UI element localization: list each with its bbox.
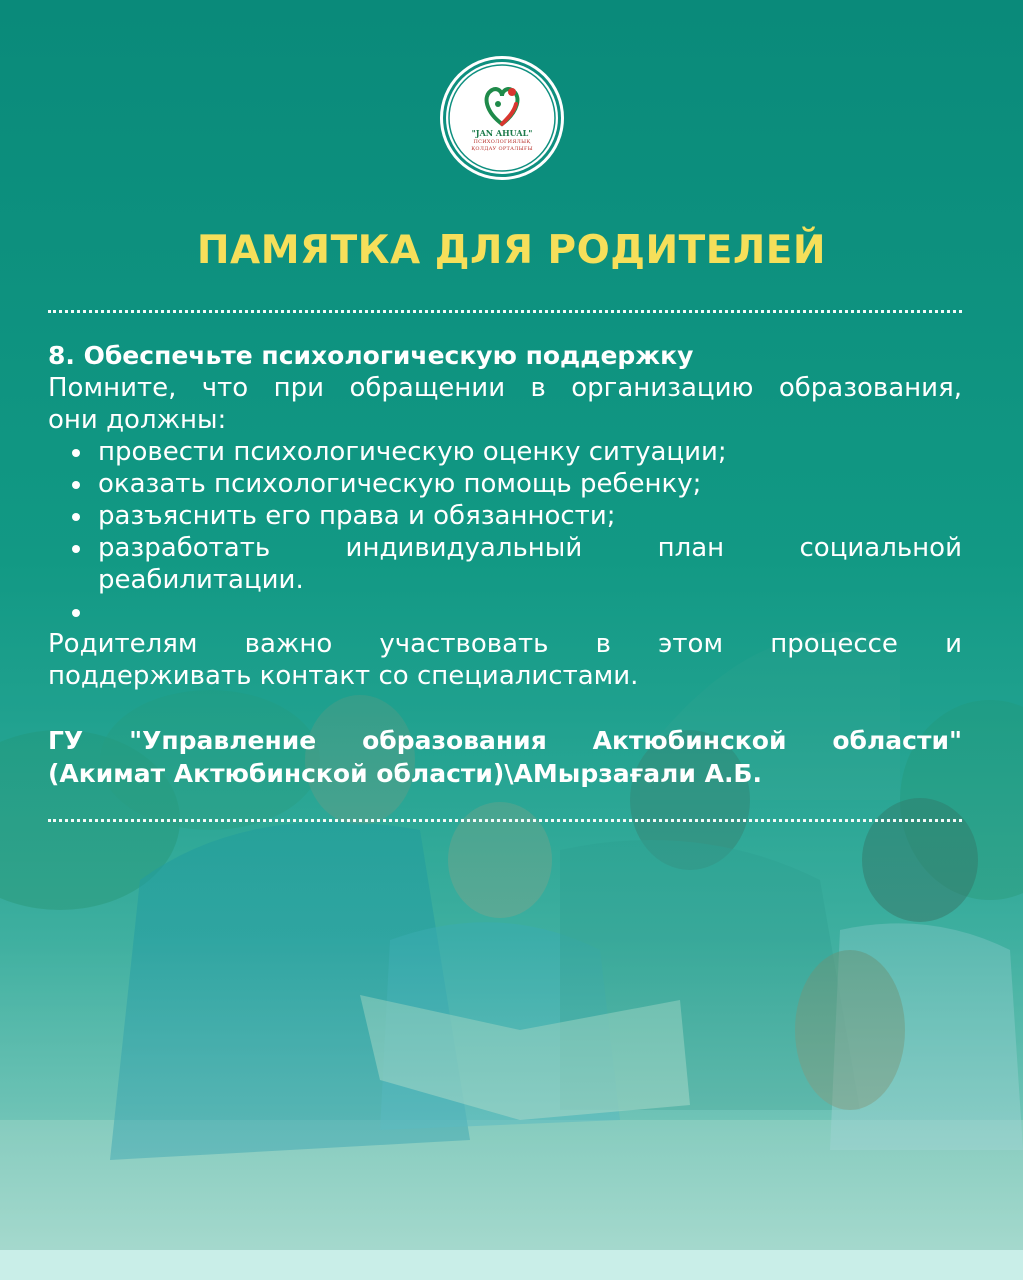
heart-hands-icon [446, 62, 558, 174]
intro-line-2: они должны: [48, 405, 227, 435]
empty-list-item [98, 596, 962, 628]
list-item: провести психологическую оценку ситуации; [98, 436, 962, 468]
logo-subtitle-2: ҚОЛДАУ ОРТАЛЫҒЫ [471, 146, 533, 152]
closing-line-2: поддерживать контакт со специалистами. [48, 661, 639, 691]
list-item-continuation [98, 564, 962, 596]
page-title: ПАМЯТКА ДЛЯ РОДИТЕЛЕЙ [196, 228, 827, 273]
list-item-continuation-text: реабилитации. [98, 565, 304, 595]
bottom-band [0, 1250, 1023, 1280]
list-item: разъяснить его права и обязанности; [98, 500, 962, 532]
closing-line-1: Родителям важно участвовать в этом процессе и [48, 629, 962, 659]
logo-subtitle-1: ПСИХОЛОГИЯЛЫҚ [473, 139, 531, 145]
organization-line-1: ГУ "Управление образования Актюбинской области" [48, 726, 962, 755]
jan-ahual-logo [446, 62, 558, 174]
section-heading: 8. Обеспечьте психологическую поддержку [48, 341, 694, 370]
dotted-divider-top [48, 310, 962, 313]
main-content [48, 340, 962, 790]
logo-name: "JAN AHUAL" [471, 128, 533, 138]
organization-signature [48, 724, 962, 790]
organization-line-2: (Акимат Актюбинской области)\АМырзағали А.Б. [48, 759, 762, 788]
list-item: разработать индивидуальный план социальной [98, 533, 962, 563]
intro-line-1: Помните, что при обращении в организацию образования, [48, 373, 962, 403]
duties-list [48, 436, 962, 628]
list-item: оказать психологическую помощь ребенку; [98, 468, 962, 500]
dotted-divider-bottom [48, 819, 962, 822]
